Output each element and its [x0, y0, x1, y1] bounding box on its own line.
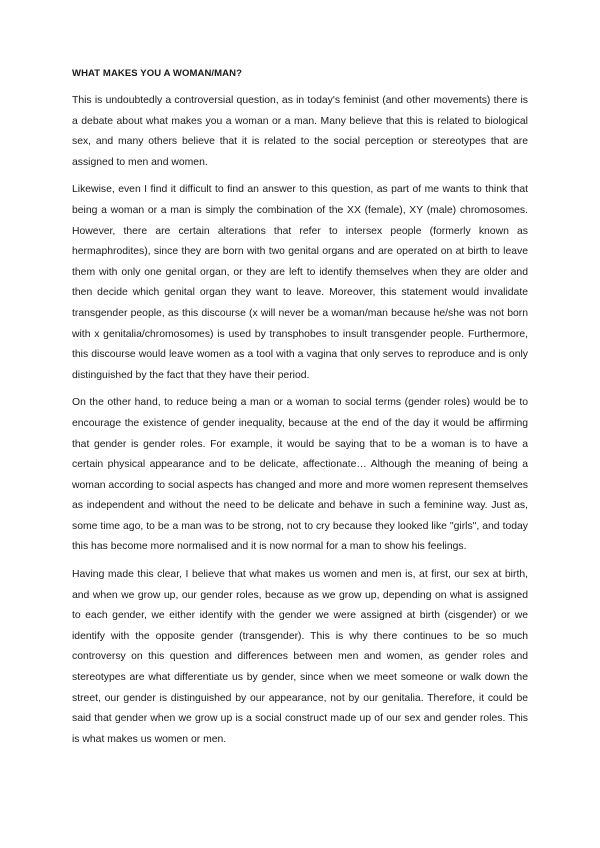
paragraph-2: Likewise, even I find it difficult to find an answer to this question, as part of me wants to think that being a woman or a man is simply the combination of the XX (female), XY (male) chromosomes. However, there are certain alterations that refer to intersex people (formerly known as hermaphrodites), since they are born with two genital organs and are operated on at birth to leave them with only one genital organ, or they are left to identify themselves when they are older and then decide which genital organ they want to leave. Moreover, this statement would invalidate transgender people, as this discourse (x will never be a woman/man because he/she was not born with x genitalia/chromosomes) is used by transphobes to insult transgender people. Furthermore, this discourse would leave women as a tool with a vagina that only serves to reproduce and is only distinguished by the fact that they have their period.: [72, 184, 528, 381]
document-title: WHAT MAKES YOU A WOMAN/MAN?: [72, 68, 242, 79]
paragraph-3: On the other hand, to reduce being a man or a woman to social terms (gender roles) would be to encourage the existence of gender inequality, because at the end of the day it would be affirming that gender is gender roles. For example, it would be saying that to be a woman is to have a certain physical appearance and to be delicate, affectionate… Although the meaning of being a woman according to social aspects has changed and more and more women represent themselves as independent and without the need to be delicate and behave in such a feminine way. Just as, some time ago, to be a man was to be strong, not to cry because they looked like "girls", and today this has become more normalised and it is now normal for a man to show his feelings.: [72, 397, 528, 553]
paragraph-4: Having made this clear, I believe that what makes us women and men is, at first, our sex at birth, and when we grow up, our gender roles, because as we grow up, depending on what is assigned to each gender, we either identify with the gender we were assigned at birth (cisgender) or we identify with the opposite gender (transgender). This is why there continues to be so much controversy on this question and differences between men and women, as gender roles and stereotypes are what differentiate us by gender, since when we meet someone or walk down the street, our gender is distinguished by our appearance, not by our genitalia. Therefore, it could be said that gender when we grow up is a social construct made up of our sex and gender roles. This is what makes us women or men.: [72, 569, 528, 745]
paragraph-1: This is undoubtedly a controversial question, as in today's feminist (and other movements) there is a debate about what makes you a woman or a man. Many believe that this is related to biological sex, and many others believe that it is related to the social perception or stereotypes that are assigned to men and women.: [72, 95, 528, 168]
document-page: [72, 68, 528, 757]
